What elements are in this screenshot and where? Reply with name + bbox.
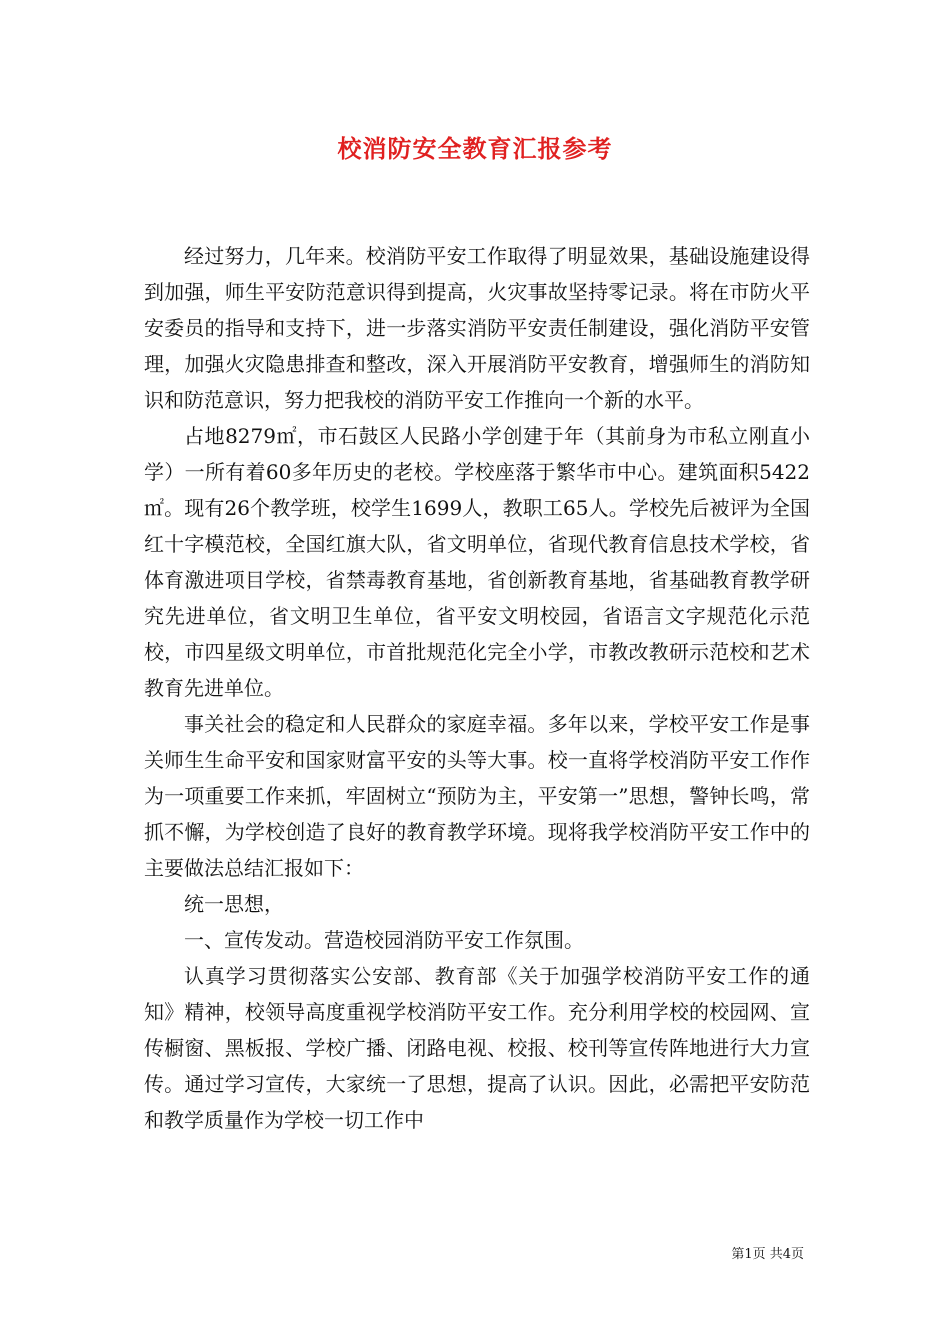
document-body [144, 238, 810, 1138]
paragraph-importance: 事关社会的稳定和人民群众的家庭幸福。多年以来，学校平安工作是事关师生生命平安和国家财富平安的头等大事。校一直将学校消防平安工作作为一项重要工作来抓，牢固树立“预防为主，平安第一”思想，警钟长鸣，常抓不懈，为学校创造了良好的教育教学环境。现将我学校消防平安工作中的主要做法总结汇报如下： [144, 712, 810, 880]
paragraph-unify-thinking: 统一思想， [184, 892, 284, 916]
document-title: 校消防安全教育汇报参考 [337, 134, 613, 163]
paragraph-publicity: 认真学习贯彻落实公安部、教育部《关于加强学校消防平安工作的通知》精神，校领导高度重视学校消防平安工作。充分利用学校的校园网、宣传橱窗、黑板报、学校广播、闭路电视、校报、校刊等宣传阵地进行大力宣传。通过学习宣传，大家统一了思想，提高了认识。因此，必需把平安防范和教学质量作为学校一切工作中 [144, 964, 810, 1132]
paragraph-school-profile: 占地8279㎡，市石鼓区人民路小学创建于年（其前身为市私立刚直小学）一所有着60多年历史的老校。学校座落于繁华市中心。建筑面积5422㎡。现有26个教学班，校学生1699人，教职工65人。学校先后被评为全国红十字模范校，全国红旗大队，省文明单位，省现代教育信息技术学校，省体育激进项目学校，省禁毒教育基地，省创新教育基地，省基础教育教学研究先进单位，省文明卫生单位，省平安文明校园，省语言文字规范化示范校，市四星级文明单位，市首批规范化完全小学，市教改教研示范校和艺术教育先进单位。 [144, 424, 810, 700]
section-heading-publicity: 一、宣传发动。营造校园消防平安工作氛围。 [184, 928, 584, 952]
page-number-footer: 第1页 共4页 [731, 1247, 804, 1262]
paragraph-intro: 经过努力，几年来。校消防平安工作取得了明显效果，基础设施建设得到加强，师生平安防范意识得到提高，火灾事故坚持零记录。将在市防火平安委员的指导和支持下，进一步落实消防平安责任制建设，强化消防平安管理，加强火灾隐患排查和整改，深入开展消防平安教育，增强师生的消防知识和防范意识，努力把我校的消防平安工作推向一个新的水平。 [144, 244, 810, 412]
